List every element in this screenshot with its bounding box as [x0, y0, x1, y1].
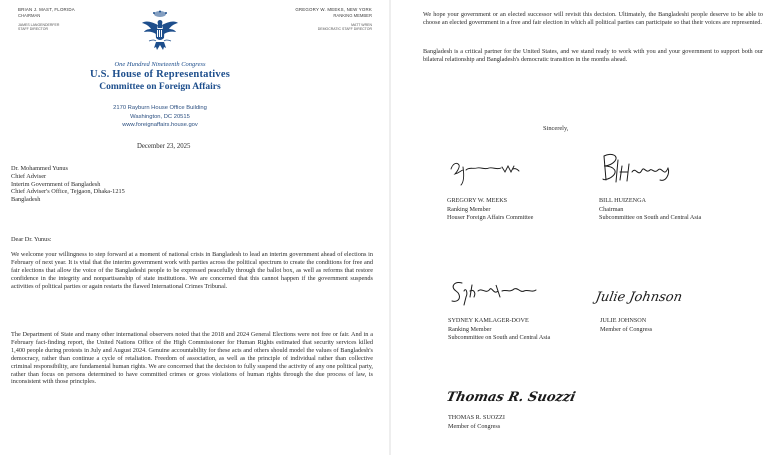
signer-kamlager-dove: [448, 317, 550, 343]
signer-role: Member of Congress: [600, 325, 653, 333]
democratic-staff-name: MATT WREN: [351, 23, 372, 27]
suozzi-signature-text: Thomas R. Suozzi: [444, 390, 577, 405]
letter-page-1: [0, 0, 388, 455]
johnson-signature-text: Julie Johnson: [594, 290, 684, 305]
committee-title: Committee on Foreign Affairs: [99, 82, 221, 92]
body-paragraph: The Department of State and many other international observers noted that the 2018 and 2024 General Elections were not free or fair. And in a February fact-finding report, the United Nations Office of the High Commissioner for Human Rights estimated that security services killed 1,400 people during protests in July and August 2024. Genuine accountability for these acts and others should model the values of Bangladesh's democracy, rather than continue a cycle of retaliation. Freedom of association, as well as the principle of individual rather than collective criminal responsibility, are fundamental human rights. We are concerned that the decision to fully suspend the activity of any one political party, rather than focus on persons determined to have committed crimes or gross violations of human rights through the due process of law, is inconsistent with those principles.: [11, 331, 373, 386]
chairman-header: [18, 7, 75, 31]
website-link[interactable]: www.foreignaffairs.house.gov: [122, 122, 198, 129]
body-paragraph: We hope your government or an elected successor will revisit this decision. Ultimately, the Bangladeshi people deserve to be able to choose an elected government in a free and fair election in which all political parties can participate so that their voices are represented.: [423, 11, 763, 26]
ranking-member-name: GREGORY W. MEEKS, NEW YORK: [295, 7, 372, 12]
signer-committee: Houser Foreign Affairs Committee: [447, 214, 534, 222]
address-line: Washington, DC 20515: [130, 113, 190, 120]
recipient-line: Chief Adviser: [11, 172, 47, 180]
signer-committee: Subcommittee on South and Central Asia: [448, 334, 551, 342]
recipient-line: Interim Government of Bangladesh: [11, 180, 101, 188]
signer-role: Chairman: [599, 205, 624, 213]
house-seal-eagle-icon: [140, 8, 180, 56]
recipient-line: Bangladesh: [11, 196, 41, 204]
chairman-title: CHAIRMAN: [18, 13, 41, 18]
address-line: 2170 Rayburn House Office Building: [113, 105, 207, 111]
page-divider: [389, 0, 391, 455]
signer-name: THOMAS R. SUOZZI: [448, 414, 505, 421]
letter-page-2: [392, 0, 780, 455]
democratic-staff-title: DEMOCRATIC STAFF DIRECTOR: [317, 27, 372, 31]
signer-suozzi: [448, 414, 505, 431]
salutation: Dear Dr. Yunus:: [11, 236, 52, 243]
signer-role: Ranking Member: [448, 325, 492, 333]
kamlager-dove-signature: [448, 277, 538, 309]
house-title: U.S. House of Representatives: [89, 69, 231, 80]
letter-date: December 23, 2025: [137, 143, 191, 150]
ranking-member-staff: [295, 23, 372, 31]
huizenga-signature: [598, 150, 678, 190]
body-paragraph: Bangladesh is a critical partner for the United States, and we stand ready to work with you and your government to support both our bilateral relationship and Bangladesh's democratic transition in the months ahead.: [423, 48, 763, 63]
signer-huizenga: [599, 197, 701, 223]
letterhead-address: [70, 104, 250, 130]
chairman-name: BRIAN J. MAST, FLORIDA: [18, 7, 75, 12]
congress-line: One Hundred Nineteenth Congress: [114, 61, 206, 68]
staff-director-name: JAMES LANGENDERFER: [18, 23, 60, 27]
ranking-member-title: RANKING MEMBER: [333, 13, 372, 18]
recipient-line: Chief Adviser's Office, Tejgaon, Dhaka-1215: [11, 188, 125, 196]
signer-name: JULIE JOHNSON: [600, 317, 647, 324]
signer-johnson: [600, 317, 652, 334]
suozzi-signature: [444, 381, 577, 409]
staff-director-title: STAFF DIRECTOR: [18, 27, 49, 31]
meeks-signature: [447, 155, 522, 189]
signer-name: GREGORY W. MEEKS: [447, 197, 508, 204]
signer-role: Ranking Member: [447, 205, 491, 213]
signer-name: BILL HUIZENGA: [599, 197, 647, 204]
body-paragraph: We welcome your willingness to step forward at a moment of national crisis in Bangladesh to lead an interim government ahead of elections in February of next year. It is vital that the interim government work with parties across the political spectrum to create the conditions for free and fair elections that allow the voice of the Bangladeshi people to be expressed peacefully through the ballot box, as well as reforms that restore confidence in the integrity and nonpartisanship of state institutions. We are concerned that this cannot happen if the government suspends activities of political parties or again restarts the flawed International Crimes Tribunal.: [11, 251, 373, 290]
recipient-block: [11, 165, 125, 204]
ranking-member-header: [295, 7, 372, 31]
johnson-signature: [596, 284, 696, 308]
closing: Sincerely,: [543, 125, 569, 132]
signer-name: SYDNEY KAMLAGER-DOVE: [448, 317, 529, 324]
signer-role: Member of Congress: [448, 422, 501, 430]
signer-committee: Subcommittee on South and Central Asia: [599, 214, 702, 222]
signer-meeks: [447, 197, 533, 223]
chairman-staff: [18, 23, 75, 31]
recipient-line: Dr. Mohammed Yunus: [11, 165, 68, 172]
